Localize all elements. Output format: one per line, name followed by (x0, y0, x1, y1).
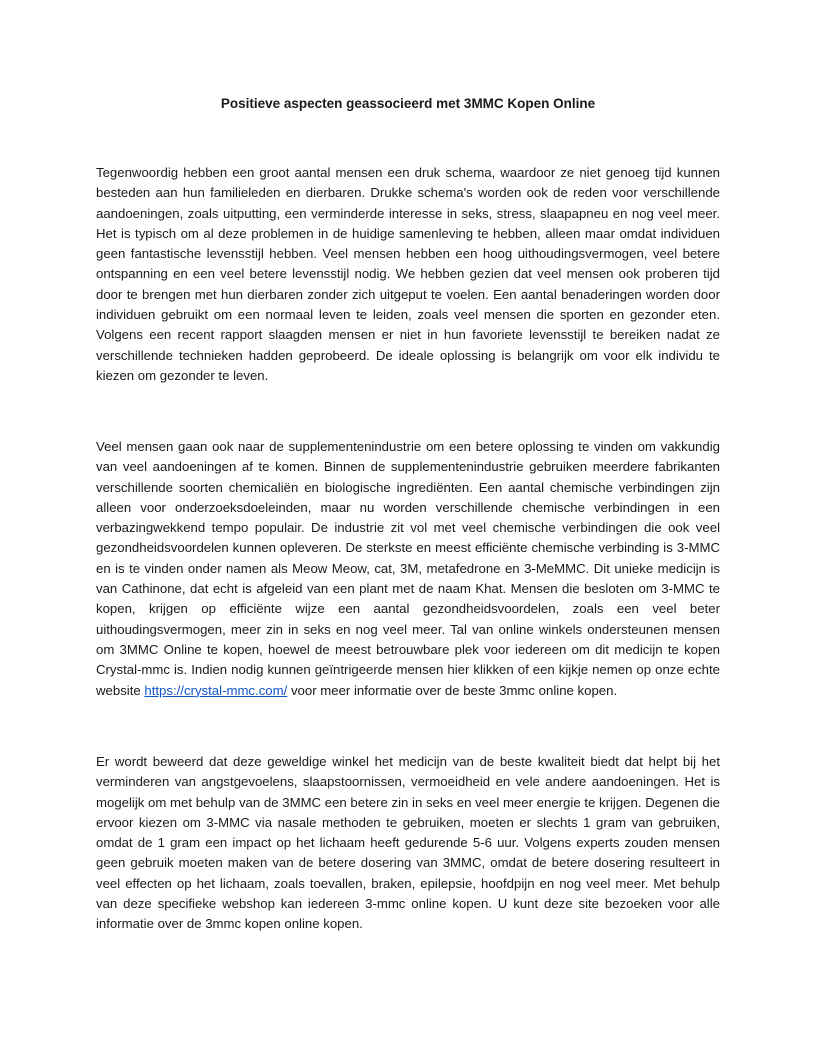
paragraph-supplements-text: Veel mensen gaan ook naar de supplementenindustrie om een betere oplossing te vinden om vakkundig van veel aandoeningen af te komen. Binnen de supplementenindustrie gebruiken meerdere fabrikanten verschillende soorten chemicaliën en biologische ingrediënten. Een aantal chemische verbindingen zijn alleen voor onderzoeksdoeleinden, maar nu worden verschillende chemische verbindingen in een verbazingwekkend tempo populair. De industrie zit vol met veel chemische verbindingen die ook veel gezondheidsvoordelen kunnen opleveren. De sterkste en meest efficiënte chemische verbinding is 3-MMC en is te vinden onder namen als Meow Meow, cat, 3M, metafedrone en 3-MeMMC. Dit unieke medicijn is van Cathinone, dat echt is afgeleid van een plant met de naam Khat. Mensen die besloten om 3-MMC te kopen, krijgen op efficiënte wijze een aantal gezondheidsvoordelen, zoals een veel beter uithoudingsvermogen, meer zin in seks en nog veel meer. Tal van online winkels ondersteunen mensen om 3MMC Online te kopen, hoewel de meest betrouwbare plek voor iedereen om dit medicijn te kopen Crystal-mmc is. Indien nodig kunnen geïntrigeerde mensen hier klikken of een kijkje nemen op onze echte website (96, 439, 720, 698)
paragraph-shop: Er wordt beweerd dat deze geweldige winkel het medicijn van de beste kwaliteit biedt dat helpt bij het verminderen van angstgevoelens, slaapstoornissen, vermoeidheid en vele andere aandoeningen. Het is mogelijk om met behulp van de 3MMC een betere zin in seks en veel meer energie te krijgen. Degenen die ervoor kiezen om 3-MMC via nasale methoden te gebruiken, moeten er slechts 1 gram van gebruiken, omdat de 1 gram een impact op het lichaam heeft gedurende 5-6 uur. Volgens experts zouden mensen geen gebruik moeten maken van de betere dosering van 3MMC, omdat de betere dosering resulteert in veel effecten op het lichaam, zoals toevallen, braken, epilepsie, hoofdpijn en nog veel meer. Met behulp van deze specifieke webshop kan iedereen 3-mmc online kopen. U kunt deze site bezoeken voor alle informatie over de 3mmc kopen online kopen. (96, 754, 720, 932)
document-title: Positieve aspecten geassocieerd met 3MMC Kopen Online (220, 96, 596, 111)
paragraph-intro: Tegenwoordig hebben een groot aantal mensen een druk schema, waardoor ze niet genoeg tijd kunnen besteden aan hun familieleden en dierbaren. Drukke schema's worden ook de reden voor verschillende aandoeningen, zoals uitputting, een verminderde interesse in seks, stress, slaapapneu en nog veel meer. Het is typisch om al deze problemen in de huidige samenleving te hebben, alleen maar omdat individuen geen fantastische levensstijl hebben. Veel mensen hebben een hoog uithoudingsvermogen, veel betere ontspanning en een veel betere levensstijl nodig. We hebben gezien dat veel mensen ook proberen tijd door te brengen met hun dierbaren zonder zich uitgeput te voelen. Een aantal benaderingen worden door individuen gebruikt om een normaal leven te leiden, zoals veel mensen die sporten en gezonder eten. Volgens een recent rapport slaagden mensen er niet in hun favoriete levensstijl te bereiken nadat ze verschillende technieken hadden geprobeerd. De ideale oplossing is belangrijk om voor elk individu te kiezen om gezonder te leven. (96, 165, 720, 383)
website-link[interactable]: https://crystal-mmc.com/ (144, 682, 288, 698)
paragraph-supplements-tail: voor meer informatie over de beste 3mmc online kopen. (287, 682, 618, 698)
paragraph-supplements (96, 437, 720, 701)
